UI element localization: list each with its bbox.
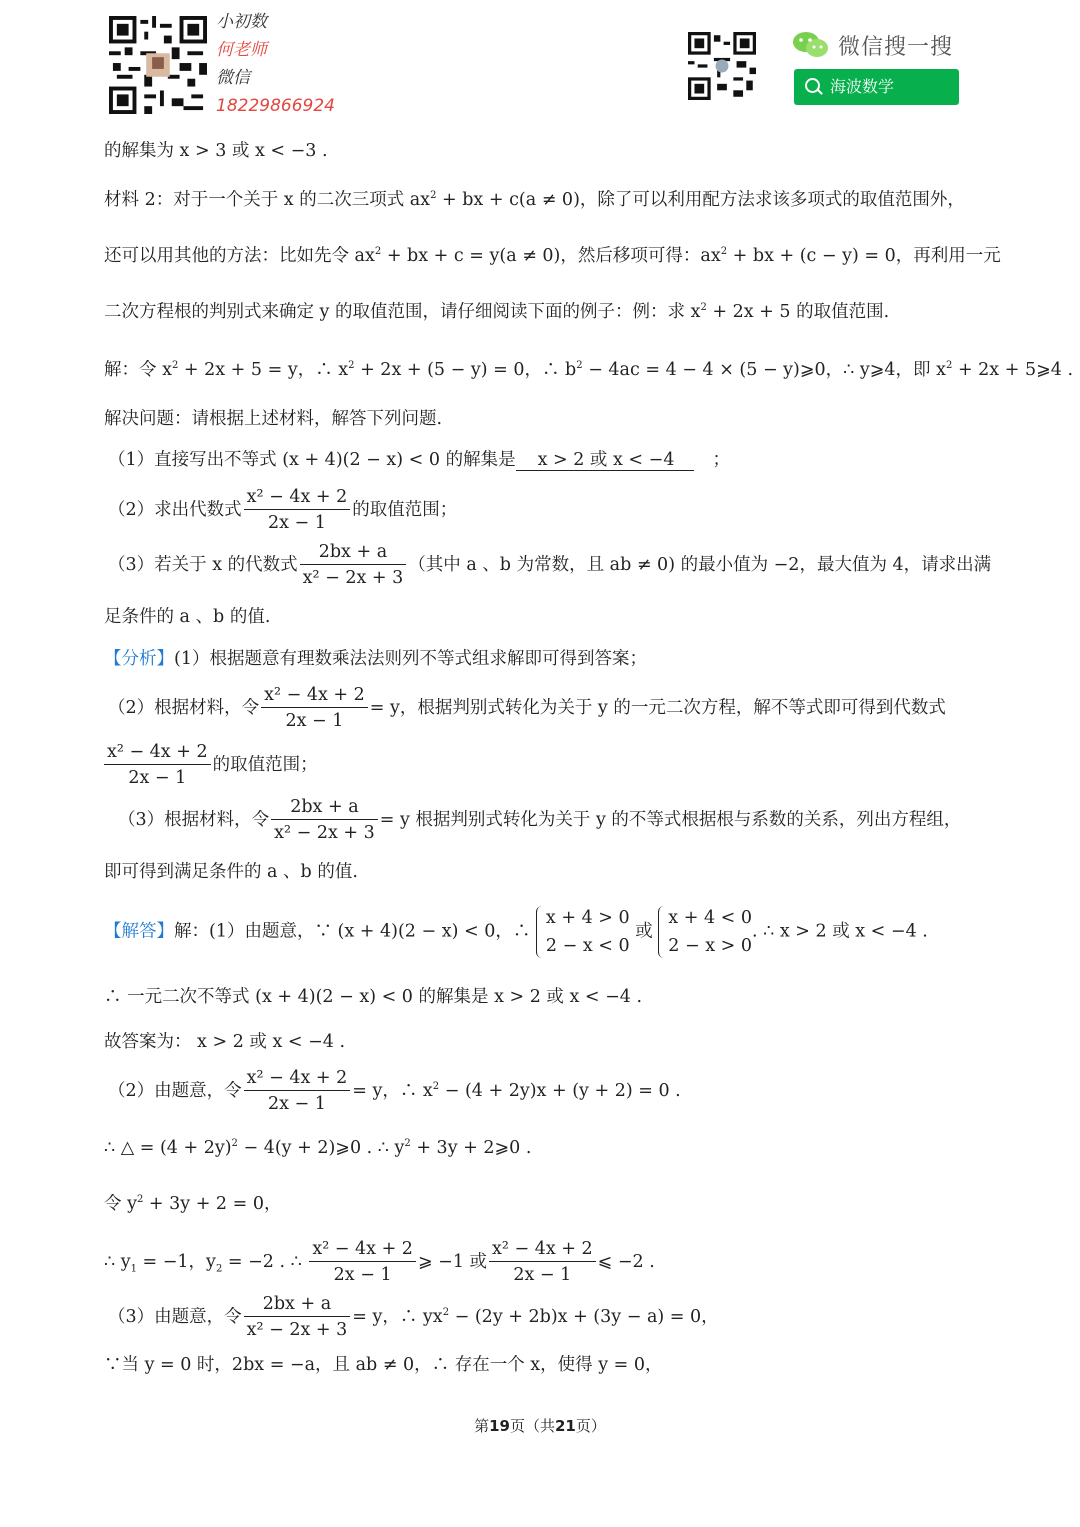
text: − 4ac = 4 − 4 × (5 − y)⩾0，∴ y⩾4，即 x — [582, 360, 946, 380]
text: 解：(1）由题意，∵ (x + 4)(2 − x) < 0，∴ — [174, 921, 531, 942]
text: + 3y + 2⩾0 . — [410, 1138, 532, 1158]
answer-blank: x > 2 或 x < −4 — [516, 450, 695, 471]
footer-suffix: 页） — [575, 1417, 606, 1435]
line-06: 解决问题：请根据上述材料，解答下列问题. — [104, 409, 443, 429]
page-number: 19 — [489, 1417, 510, 1435]
line-17: ∴ 一元二次不等式 (x + 4)(2 − x) < 0 的解集是 x > 2 或 x < −4 . — [104, 987, 643, 1007]
line-19: （2）由题意，令 $\frac{\text{x² − 4x + 2}}{2x - 1}$ = y，∴ $x^2 - (4 + 2y)x + (y + 2) = 0$ . — [108, 1066, 681, 1117]
fraction — [244, 1292, 351, 1343]
text: = y，根据判别式转化为关于 y 的一元二次方程，解不等式即可得到代数式 — [369, 698, 946, 718]
line-24: ∵当 y = 0 时，2bx = −a，且 ab ≠ 0，∴ 存在一个 x，使得 y = 0， — [104, 1355, 663, 1375]
text: = y，∴ yx — [352, 1307, 443, 1327]
text: ⩾ −1 或 — [417, 1252, 488, 1272]
line-15: 即可得到满足条件的 a 、b 的值. — [104, 862, 358, 882]
denominator: x² − 2x + 3 — [302, 568, 404, 588]
numerator: x² − 4x + 2 — [261, 683, 368, 708]
fraction — [489, 1237, 596, 1288]
text: = −2 . ∴ — [222, 1252, 302, 1272]
fraction — [244, 1066, 351, 1117]
numerator: x² − 4x + 2 — [489, 1237, 596, 1262]
text: − (2y + 2b)x + (3y − a) = 0， — [449, 1307, 719, 1327]
qr-code-right — [688, 32, 756, 100]
text: ∴ y — [104, 1252, 131, 1272]
line-02: 材料 2：对于一个关于 x 的二次三项式 $ax^2$ + bx + c(a ≠ 0)，除了可以利用配方法求该多项式的取值范围外， — [104, 190, 965, 210]
text: + 2x + 5⩾4 . — [952, 360, 1074, 380]
footer-prefix: 第 — [474, 1417, 490, 1435]
text: . ∴ x > 2 或 x < −4 . — [752, 921, 928, 942]
inequality-system — [536, 904, 630, 960]
text: 或 — [635, 921, 653, 942]
line-04: 二次方程根的判别式来确定 y 的取值范围，请仔细阅读下面的例子：例：求 $x^2 + 2x + 5$ 的取值范围. — [104, 302, 890, 322]
fraction — [271, 795, 378, 846]
text: + 2x + 5 的取值范围. — [706, 302, 890, 322]
contact-line1: 小初数 — [216, 12, 267, 32]
text: 的取值范围； — [212, 755, 318, 775]
text: （其中 a 、b 为常数，且 ab ≠ 0) 的最小值为 −2，最大值为 4，请求出满 — [408, 555, 992, 575]
text: 令 y — [104, 1194, 137, 1214]
text: = −1，y — [136, 1252, 216, 1272]
page-footer — [0, 1415, 1080, 1436]
line-11 — [104, 647, 647, 671]
line-18: 故答案为： x > 2 或 x < −4 . — [104, 1032, 346, 1052]
text: （1）直接写出不等式 (x + 4)(2 − x) < 0 的解集是 — [108, 450, 516, 470]
qr-code-left — [108, 16, 208, 114]
analysis-tag: 【分析】 — [104, 649, 174, 669]
text: + bx + (c − y) = 0，再利用一元 — [727, 246, 1001, 266]
text: ⩽ −2 . — [597, 1252, 655, 1272]
system-row: 2 − x > 0 — [668, 936, 753, 956]
contact-line2: 何老师 — [216, 40, 267, 60]
fraction — [244, 485, 351, 536]
denominator: x² − 2x + 3 — [274, 823, 375, 843]
line-13 — [104, 740, 318, 791]
text: ∴ △ = (4 + 2y) — [104, 1138, 232, 1158]
text: （2）求出代数式 — [108, 500, 242, 520]
footer-mid: 页（共 — [509, 1417, 555, 1435]
text: ； — [712, 450, 730, 470]
contact-text — [216, 8, 335, 120]
text: 的取值范围； — [352, 500, 458, 520]
fraction — [104, 740, 211, 791]
line-22: ∴ $y_1 = -1$，$y_2 = -2$ . ∴ $\frac{\text{x² − 4x + 2}}{2x - 1}$ ⩾ −1 或 $\frac{\text{x² − 4x + 2}}{2x - 1}$ ⩽ −2 . — [104, 1237, 655, 1288]
text: + 3y + 2 = 0， — [143, 1194, 282, 1214]
numerator: x² − 4x + 2 — [244, 1066, 351, 1091]
fraction — [300, 540, 407, 591]
text: + 2x + (5 − y) = 0，∴ b — [354, 360, 577, 380]
wechat-search-title: 微信搜一搜 — [838, 35, 954, 60]
numerator: x² − 4x + 2 — [104, 740, 211, 765]
line-05: 解：令 $x^2 + 2x + 5 = y$，∴ $x^2 + 2x + (5 - y) = 0$，∴ $b^2 - 4ac = 4 - 4 \times (5$ − y)⩾0，∴ y⩾4，即 $x^2 + 2x$ + 5⩾4 . — [104, 360, 1074, 380]
text: （2）由题意，令 — [108, 1081, 242, 1101]
text: = y 根据判别式转化为关于 y 的不等式根据根与系数的关系，列出方程组， — [379, 810, 962, 830]
text: (1）根据题意有理数乘法法则列不等式组求解即可得到答案； — [174, 649, 647, 669]
text: （3）若关于 x 的代数式 — [108, 555, 298, 575]
contact-line3: 微信 — [216, 68, 250, 88]
line-08 — [108, 485, 457, 536]
text: 二次方程根的判别式来确定 y 的取值范围，请仔细阅读下面的例子：例：求 x — [104, 302, 701, 322]
system-row: x + 4 > 0 — [545, 908, 630, 928]
denominator: 2x − 1 — [333, 1265, 392, 1285]
numerator: 2bx + a — [271, 795, 378, 820]
denominator: x² − 2x + 3 — [246, 1320, 348, 1340]
line-07 — [108, 448, 730, 472]
text: + bx + c = y(a ≠ 0)，然后移项可得：ax — [381, 246, 721, 266]
text: 材料 2：对于一个关于 x 的二次三项式 ax — [104, 190, 431, 210]
numerator: 2bx + a — [244, 1292, 351, 1317]
page-total: 21 — [555, 1417, 576, 1435]
line-01: 的解集为 x > 3 或 x < −3 . — [104, 141, 328, 161]
line-20: ∴ △ = $(4 + 2y)^2 - 4(y$ + 2)⩾0 . ∴ $y^2 + 3y$ + 2⩾0 . — [104, 1138, 532, 1158]
denominator: 2x − 1 — [267, 513, 326, 533]
search-icon — [805, 78, 820, 93]
text: 还可以用其他的方法：比如先令 ax — [104, 246, 375, 266]
text: = y，∴ x — [352, 1081, 433, 1101]
numerator: x² − 4x + 2 — [309, 1237, 416, 1262]
denominator: 2x − 1 — [285, 711, 344, 731]
inequality-system — [658, 904, 752, 960]
text: （3）根据材料，令 — [118, 810, 270, 830]
text: − 4(y + 2)⩾0 . ∴ y — [237, 1138, 405, 1158]
numerator: x² − 4x + 2 — [244, 485, 351, 510]
denominator: 2x − 1 — [267, 1094, 326, 1114]
wechat-logo-icon — [792, 30, 830, 60]
line-23: （3）由题意，令 $\frac{2bx + a}{\text{x² − 2x + 3}}$ = y，∴ $yx^2 - (2y + 2b)x + (3y - a) = 0$， — [108, 1292, 719, 1343]
text: + 2x + 5 = y，∴ x — [178, 360, 349, 380]
fraction — [309, 1237, 416, 1288]
text: 解：令 x — [104, 360, 172, 380]
line-09 — [108, 540, 991, 591]
line-10: 足条件的 a 、b 的值. — [104, 607, 271, 627]
text: （2）根据材料，令 — [108, 698, 260, 718]
line-12 — [108, 683, 946, 734]
wechat-search-button-label: 海波数学 — [830, 77, 895, 96]
line-03: 还可以用其他的方法：比如先令 $ax^2$ + bx + c = y(a ≠ 0)，然后移项可得：$ax^2$ + bx + (c − y) = 0，再利用一元 — [104, 246, 1001, 266]
text: （3）由题意，令 — [108, 1307, 242, 1327]
text: − (4 + 2y)x + (y + 2) = 0 . — [439, 1081, 681, 1101]
contact-phone: 18229866924 — [216, 96, 335, 116]
wechat-search-button[interactable] — [794, 69, 959, 105]
system-row: 2 − x < 0 — [545, 936, 630, 956]
denominator: 2x − 1 — [513, 1265, 572, 1285]
system-row: x + 4 < 0 — [668, 908, 753, 928]
line-16 — [104, 904, 928, 960]
line-14 — [118, 795, 961, 846]
fraction — [261, 683, 368, 734]
text: + bx + c(a ≠ 0)，除了可以利用配方法求该多项式的取值范围外， — [436, 190, 965, 210]
solution-tag: 【解答】 — [104, 921, 174, 942]
denominator: 2x − 1 — [128, 768, 187, 788]
numerator: 2bx + a — [300, 540, 407, 565]
line-21: 令 $y^2 + 3y + 2 = 0$， — [104, 1194, 282, 1214]
